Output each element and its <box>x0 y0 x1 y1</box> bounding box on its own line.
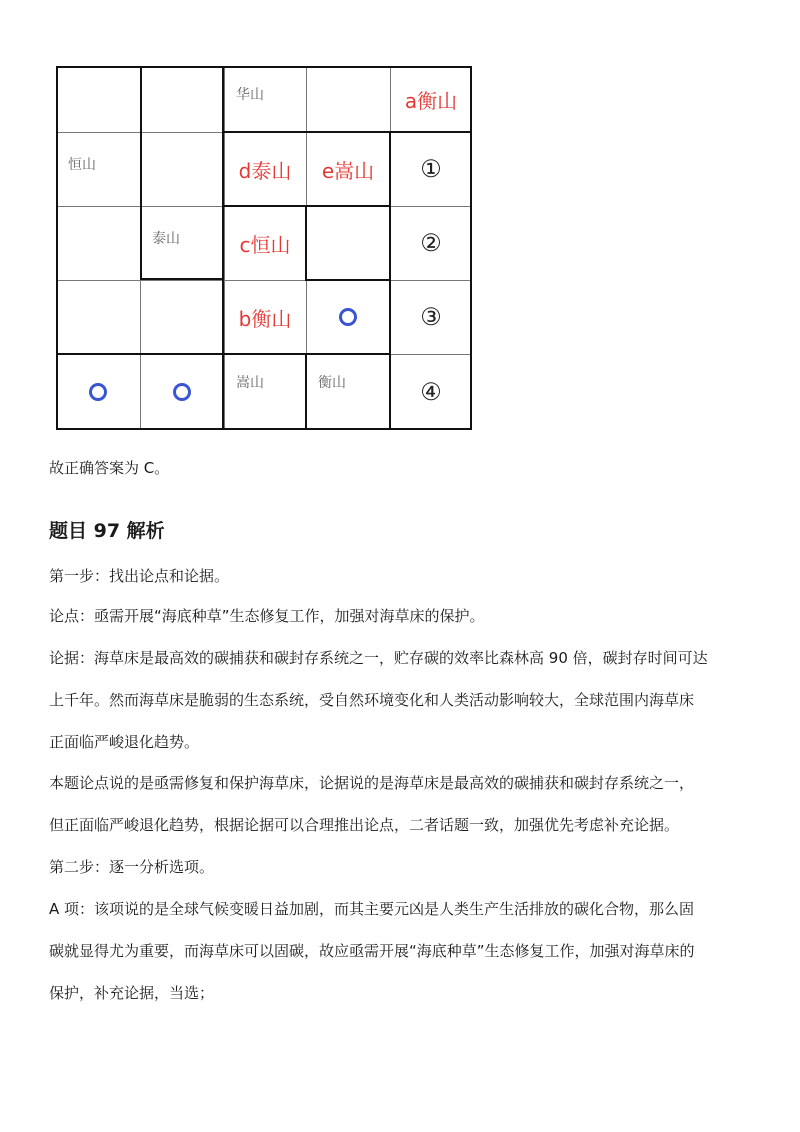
region-border <box>305 353 307 430</box>
circle-marker-icon <box>89 383 107 401</box>
grid-cell <box>224 66 306 132</box>
region-border <box>140 278 224 280</box>
cell-label-hengshan: 恒山 <box>68 157 96 173</box>
row-number-2: ② <box>420 229 442 257</box>
grid-cell <box>306 132 390 206</box>
answer-conclusion: 故正确答案为 C。 <box>49 459 170 477</box>
cell-label-hengshan-2: 衡山 <box>318 375 346 391</box>
grid-line <box>224 66 225 430</box>
paragraph-line: 本题论点说的是亟需修复和保护海草床，论据说的是海草床是最高效的碳捕获和碳封存系统之一， <box>49 774 695 792</box>
region-border <box>56 353 224 355</box>
row-number-3: ③ <box>420 303 442 331</box>
grid-cell <box>390 132 472 206</box>
paragraph-line: 第二步：逐一分析选项。 <box>49 858 215 876</box>
cell-label-b: b衡山 <box>238 306 292 331</box>
grid-cell <box>390 280 472 354</box>
grid-cell <box>306 66 390 132</box>
grid-cell <box>224 280 306 354</box>
paragraph-line: 第一步：找出论点和论据。 <box>49 567 230 585</box>
grid-border <box>56 66 472 68</box>
cell-label-d: d泰山 <box>238 158 292 183</box>
cell-label-c: c恒山 <box>239 232 291 257</box>
cell-label-e: e嵩山 <box>321 158 375 183</box>
grid-line <box>56 280 472 281</box>
paragraph-line: 正面临严峻退化趋势。 <box>49 733 200 751</box>
grid-cell <box>390 66 472 132</box>
grid-cell <box>140 206 224 280</box>
cell-label-huashan: 华山 <box>236 87 264 103</box>
grid-cell <box>140 354 224 430</box>
circle-marker-icon <box>173 383 191 401</box>
paragraph-line: 保护，补充论据，当选； <box>49 984 215 1002</box>
section-heading: 题目 97 解析 <box>49 520 165 542</box>
region-border <box>306 279 390 281</box>
puzzle-grid <box>56 66 472 430</box>
paragraph-line: 论点：亟需开展“海底种草”生态修复工作，加强对海草床的保护。 <box>49 607 485 625</box>
circle-marker-icon <box>339 308 357 326</box>
cell-label-a: a衡山 <box>404 88 458 113</box>
grid-border <box>56 428 472 430</box>
grid-cell <box>390 354 472 430</box>
row-number-1: ① <box>420 155 442 183</box>
grid-cell <box>224 354 306 430</box>
grid-border <box>56 66 58 430</box>
grid-cell <box>224 132 306 206</box>
grid-cell <box>390 206 472 280</box>
grid-cell <box>56 132 140 206</box>
region-border <box>222 131 472 133</box>
grid-cell <box>306 280 390 354</box>
paragraph-line: 碳就显得尤为重要，而海草床可以固碳，故应亟需开展“海底种草”生态修复工作，加强对海草床的 <box>49 942 695 960</box>
grid-border <box>470 66 472 430</box>
paragraph-line: 但正面临严峻退化趋势，根据论据可以合理推出论点，二者话题一致，加强优先考虑补充论据。 <box>49 816 680 834</box>
cell-label-taishan: 泰山 <box>152 231 180 247</box>
region-border <box>305 205 307 281</box>
cell-label-songshan: 嵩山 <box>236 375 264 391</box>
grid-cell <box>56 66 140 132</box>
region-border <box>140 66 142 280</box>
region-border <box>222 66 224 430</box>
grid-cell <box>306 354 390 430</box>
paragraph-line: A 项：该项说的是全球气候变暖日益加剧，而其主要元凶是人类生产生活排放的碳化合物，那么固 <box>49 900 695 918</box>
grid-cell <box>224 206 306 280</box>
row-number-4: ④ <box>420 378 442 406</box>
grid-cell <box>140 66 224 132</box>
paragraph-line: 论据：海草床是最高效的碳捕获和碳封存系统之一，贮存碳的效率比森林高 90 倍，碳封存时间可达 <box>49 649 708 667</box>
paragraph-line: 上千年。然而海草床是脆弱的生态系统，受自然环境变化和人类活动影响较大，全球范围内海草床 <box>49 691 695 709</box>
grid-cell <box>56 354 140 430</box>
